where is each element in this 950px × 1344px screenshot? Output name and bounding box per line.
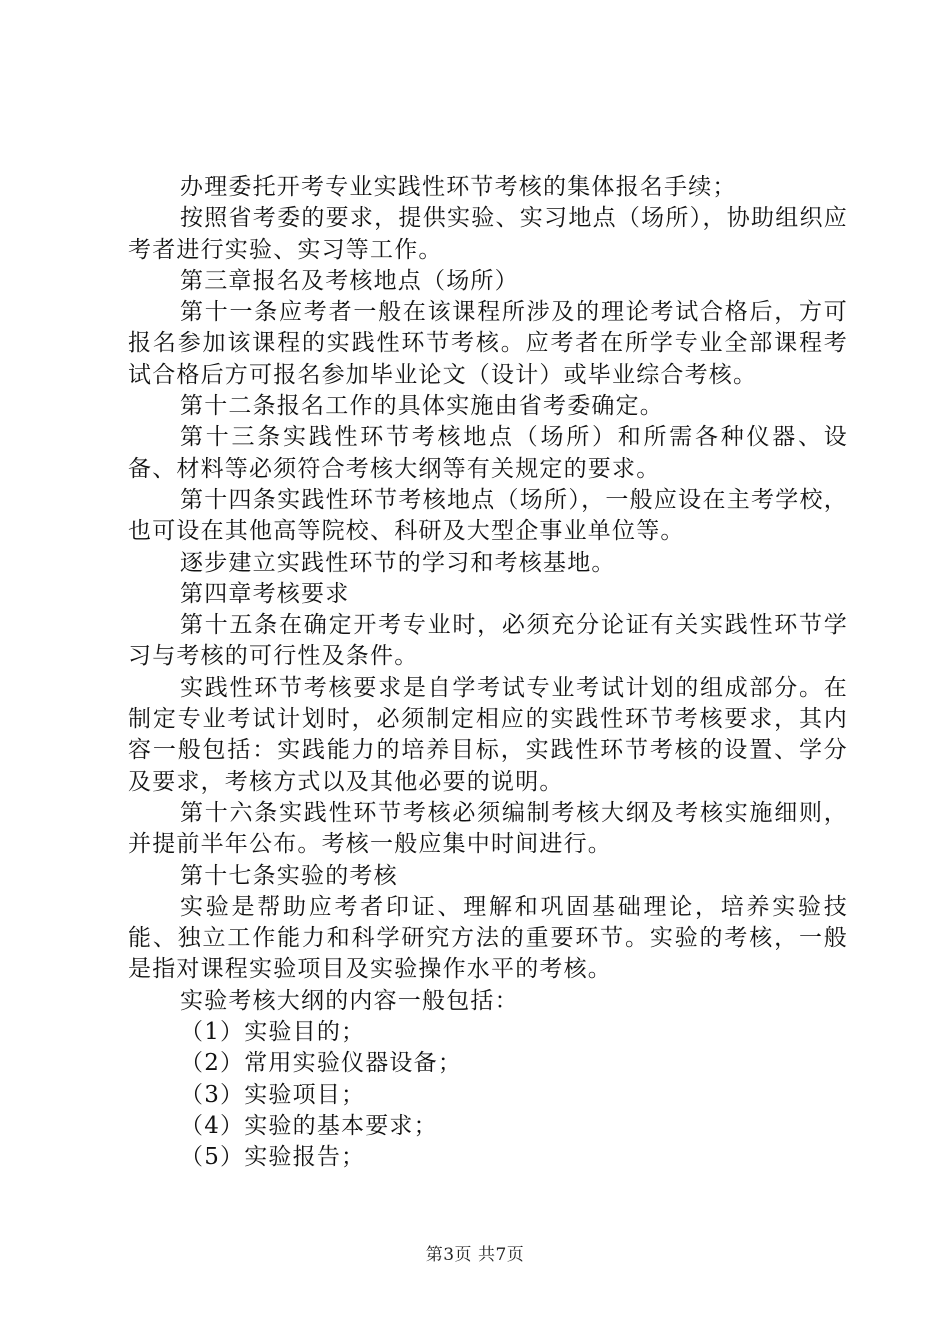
paragraph: 实验考核大纲的内容一般包括： [180,987,519,1014]
paragraph: 实验是帮助应考者印证、理解和巩固基础理论，培养实验技能、独立工作能力和科学研究方法的重要环节。实验的考核，一般是指对课程实验项目及实验操作水平的考核。 [128,893,848,983]
chapter-heading: 第四章考核要求 [180,580,350,607]
paragraph: 按照省考委的要求，提供实验、实习地点（场所），协助组织应考者进行实验、实习等工作。 [128,205,848,263]
paragraph: 实践性环节考核要求是自学考试专业考试计划的组成部分。在制定专业考试计划时，必须制定相应的实践性环节考核要求，其内容一般包括：实践能力的培养目标，实践性环节考核的设置、学分及要求，考核方式以及其他必要的说明。 [128,674,848,795]
document-body [128,172,848,1174]
paragraph: 逐步建立实践性环节的学习和考核基地。 [180,549,616,576]
page-number: 第3页 共7页 [425,1245,525,1265]
list-item: （3）实验项目； [180,1081,366,1108]
paragraph: 第十五条在确定开考专业时，必须充分论证有关实践性环节学习与考核的可行性及条件。 [128,612,848,670]
paragraph: 第十六条实践性环节考核必须编制考核大纲及考核实施细则，并提前半年公布。考核一般应集中时间进行。 [128,799,848,858]
list-item: （2）常用实验仪器设备； [180,1050,463,1077]
paragraph: 办理委托开考专业实践性环节考核的集体报名手续； [180,174,737,200]
page-footer [0,1244,950,1266]
list-item: （4）实验的基本要求； [180,1112,438,1139]
paragraph: 第十三条实践性环节考核地点（场所）和所需各种仪器、设备、材料等必须符合考核大纲等有关规定的要求。 [128,424,848,482]
chapter-heading: 第三章报名及考核地点（场所） [180,267,519,294]
article-heading: 第十七条实验的考核 [180,862,398,889]
list-item: （5）实验报告； [180,1144,366,1171]
paragraph: 第十一条应考者一般在该课程所涉及的理论考试合格后，方可报名参加该课程的实践性环节考核。应考者在所学专业全部课程考试合格后方可报名参加毕业论文（设计）或毕业综合考核。 [128,299,848,388]
list-item: （1）实验目的； [180,1019,366,1046]
paragraph: 第十四条实践性环节考核地点（场所），一般应设在主考学校，也可设在其他高等院校、科研及大型企事业单位等。 [128,486,848,545]
paragraph: 第十二条报名工作的具体实施由省考委确定。 [180,393,664,420]
